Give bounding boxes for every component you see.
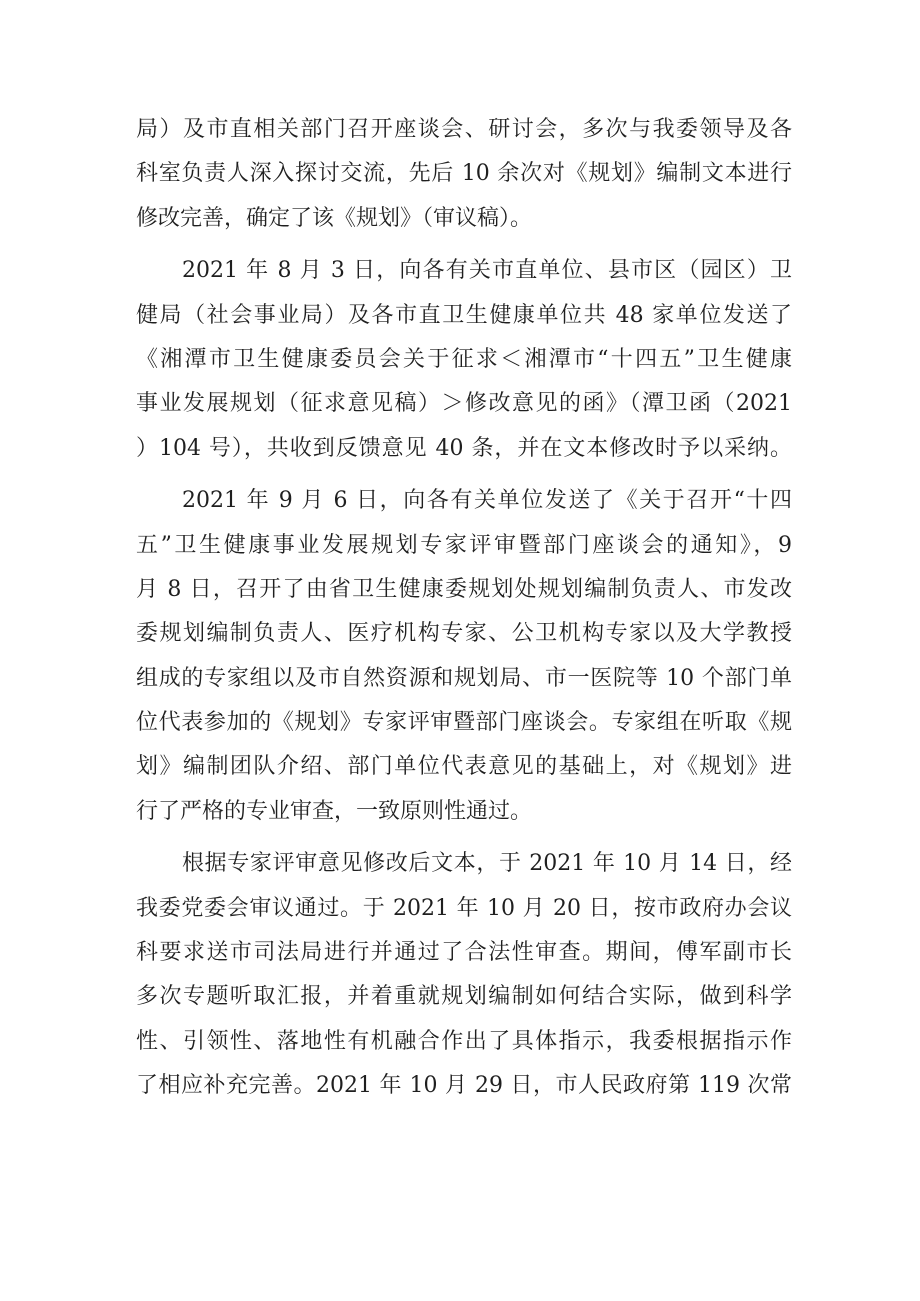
text-line: 2021 年 8 月 3 日，向各有关市直单位、县市区（园区）卫 [182,258,792,284]
text-line: 事业发展规划（征求意见稿）＞修改意见的函》（潭卫函（2021 [136,391,792,417]
text-line: 划》编制团队介绍、部门单位代表意见的基础上，对《规划》进 [136,754,792,780]
text-line: 月 8 日，召开了由省卫生健康委规划处规划编制负责人、市发改 [136,576,792,602]
text-line: 多次专题听取汇报，并着重就规划编制如何结合实际，做到科学 [136,984,792,1010]
text-line: 局）及市直相关部门召开座谈会、研讨会，多次与我委领导及各 [136,117,792,142]
text-line: 科要求送市司法局进行并通过了合法性审查。期间，傅军副市长 [136,940,792,966]
text-line: 行了严格的专业审查，一致原则性通过。 [136,798,533,824]
paragraph [136,249,792,471]
text-line: 科室负责人深入探讨交流，先后 10 余次对《规划》编制文本进行 [136,161,792,187]
text-line: 2021 年 9 月 6 日，向各有关单位发送了《关于召开“十四 [182,488,792,514]
document-body [136,108,792,1109]
text-line: 我委党委会审议通过。于 2021 年 10 月 20 日，按市政府办会议 [136,895,792,921]
text-line: 委规划编制负责人、医疗机构专家、公卫机构专家以及大学教授 [136,621,792,647]
text-line: 修改完善，确定了该《规划》（审议稿）。 [136,205,533,231]
text-line: 根据专家评审意见修改后文本，于 2021 年 10 月 14 日，经 [182,851,792,877]
paragraph [136,108,792,241]
text-line: 了相应补充完善。2021 年 10 月 29 日，市人民政府第 119 次常 [136,1073,792,1099]
text-line: 性、引领性、落地性有机融合作出了具体指示，我委根据指示作 [136,1028,792,1054]
text-line: ）104 号），共收到反馈意见 40 条，并在文本修改时予以采纳。 [136,435,792,461]
text-line: 健局（社会事业局）及各市直卫生健康单位共 48 家单位发送了 [136,302,792,328]
text-line: 《湘潭市卫生健康委员会关于征求＜湘潭市“十四五”卫生健康 [136,346,792,372]
text-line: 组成的专家组以及市自然资源和规划局、市一医院等 10 个部门单 [136,665,792,691]
paragraph [136,842,792,1108]
text-line: 位代表参加的《规划》专家评审暨部门座谈会。专家组在听取《规 [136,710,792,736]
paragraph [136,479,792,834]
text-line: 五”卫生健康事业发展规划专家评审暨部门座谈会的通知》，9 [136,532,792,558]
